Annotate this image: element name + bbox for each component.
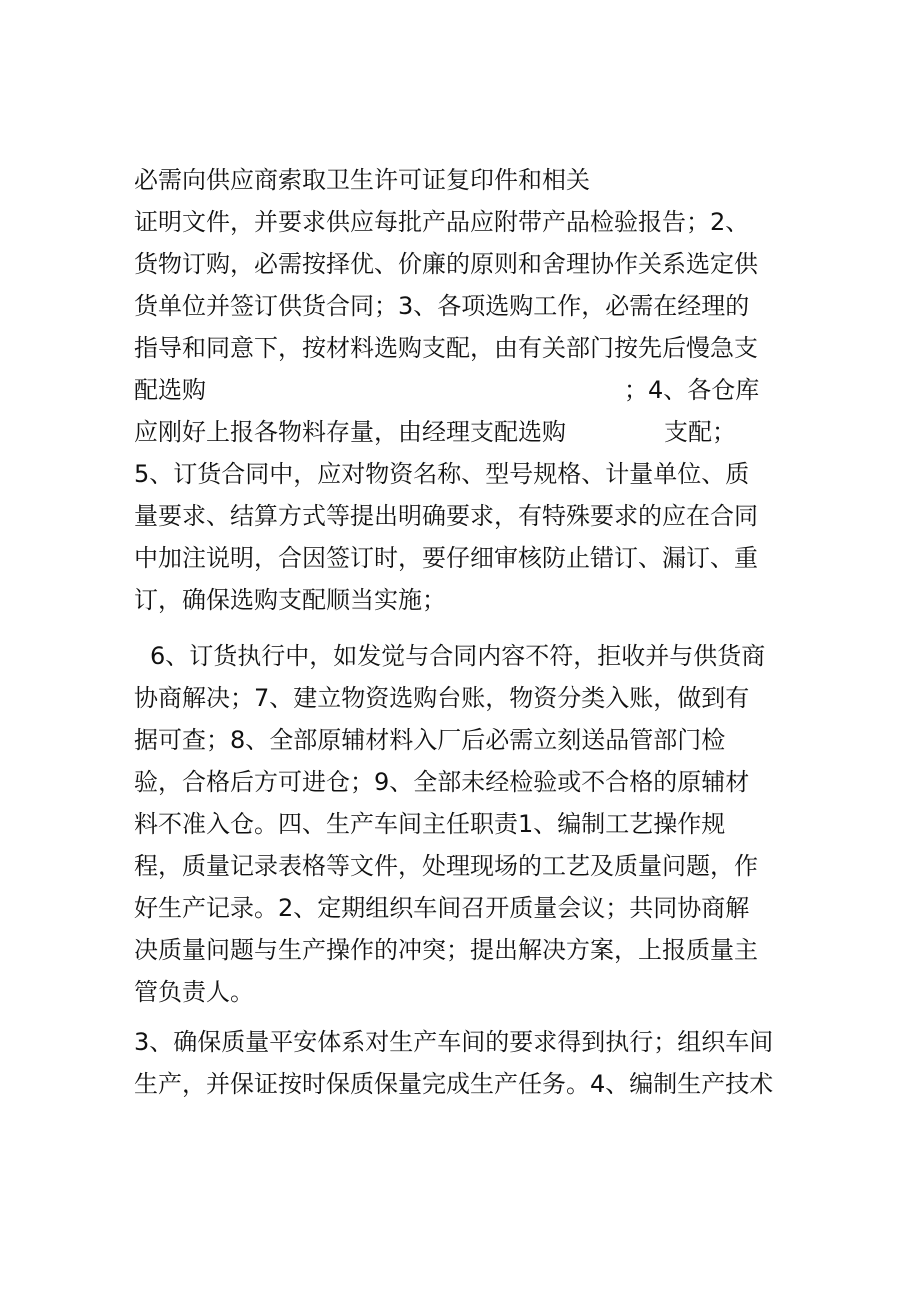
text-line: 货物订购，必需按择优、价廉的原则和舍理协作关系选定供 <box>134 250 758 278</box>
text-line: 决质量问题与生产操作的冲突；提出解决方案，上报质量主 <box>134 936 758 964</box>
text-line: 订，确保选购支配顺当实施； <box>134 586 446 614</box>
text-line: 管负责人。 <box>134 978 254 1006</box>
text-line: 据可查；8、全部原辅材料入厂后必需立刻送品管部门检 <box>134 726 726 754</box>
text-line: 5、订货合同中，应对物资名称、型号规格、计量单位、质 <box>134 460 750 488</box>
text-line: 中加注说明，合因签订时，要仔细审核防止错订、漏订、重 <box>134 544 758 572</box>
text-line: 配选购 <box>134 376 206 404</box>
text-line: 协商解决；7、建立物资选购台账，物资分类入账，做到有 <box>134 684 750 712</box>
text-line: 必需向供应商索取卫生许可证复印件和相关 <box>134 166 590 194</box>
text-line: 6、订货执行中，如发觉与合同内容不符，拒收并与供货商 <box>150 642 766 670</box>
text-line: 料不准入仓。四、生产车间主任职责1、编制工艺操作规 <box>134 810 726 838</box>
text-line: 3、确保质量平安体系对生产车间的要求得到执行；组织车间 <box>134 1028 774 1056</box>
text-line: 货单位并签订供货合同；3、各项选购工作，必需在经理的 <box>134 292 750 320</box>
text-line: 好生产记录。2、定期组织车间召开质量会议；共同协商解 <box>134 894 750 922</box>
text-line: 量要求、结算方式等提出明确要求，有特殊要求的应在合同 <box>134 502 758 530</box>
text-line: 程，质量记录表格等文件，处理现场的工艺及质量问题，作 <box>134 852 758 880</box>
text-line: ；4、各仓库 <box>624 376 760 404</box>
text-line: 生产，并保证按时保质保量完成生产任务。4、编制生产技术 <box>134 1070 774 1098</box>
text-line: 应刚好上报各物料存量，由经理支配选购 <box>134 418 566 446</box>
text-line: 支配； <box>664 418 736 446</box>
text-line: 指导和同意下，按材料选购支配，由有关部门按先后慢急支 <box>134 334 758 362</box>
text-line: 证明文件，并要求供应每批产品应附带产品检验报告；2、 <box>134 208 750 236</box>
text-line: 验，合格后方可进仓；9、全部未经检验或不合格的原辅材 <box>134 768 750 796</box>
